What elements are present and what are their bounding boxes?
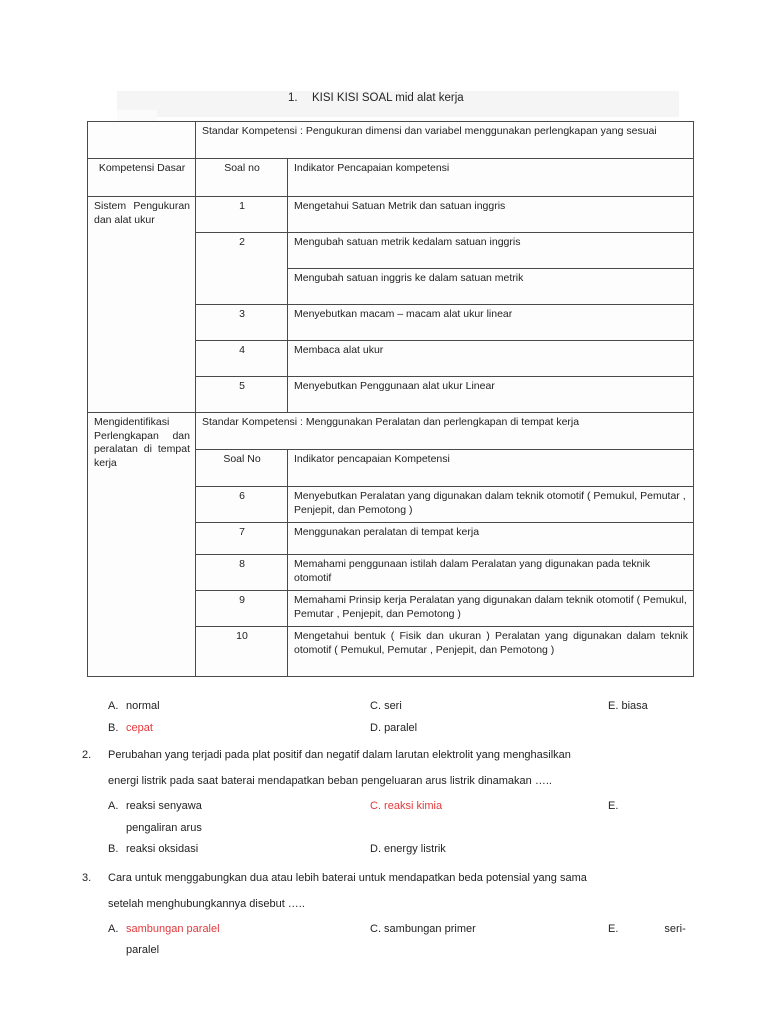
soal-no: 9	[196, 591, 288, 627]
q1-options-row-1	[78, 696, 698, 718]
q3-option-e[interactable]: E. seri-	[608, 922, 686, 935]
q3-answer-highlight: sambungan paralel	[126, 922, 220, 935]
indikator: Mengetahui Satuan Metrik dan satuan inggris	[288, 197, 694, 233]
question-3	[78, 865, 698, 917]
q2-options-row-2	[78, 839, 698, 861]
q3-option-a[interactable]: A. sambungan paralel	[108, 922, 220, 935]
soal-no: 5	[196, 377, 288, 413]
empty-corner-cell	[88, 122, 196, 159]
question-3-number: 3.	[82, 871, 92, 884]
standar-kompetensi-2: Standar Kompetensi : Menggunakan Peralatan dan perlengkapan di tempat kerja	[196, 413, 694, 450]
indikator: Menyebutkan Penggunaan alat ukur Linear	[288, 377, 694, 413]
q2-option-c[interactable]	[370, 796, 442, 818]
q3-option-a-continuation: paralel	[126, 944, 160, 956]
indikator: Mengubah satuan inggris ke dalam satuan metrik	[288, 269, 694, 305]
indikator: Menyebutkan Peralatan yang digunakan dalam teknik otomotif ( Pemukul, Pemutar , Penjepit, dan Pemotong )	[288, 487, 694, 523]
q2-option-e[interactable]: E.	[608, 800, 619, 812]
multiple-choice-section	[78, 696, 698, 962]
indikator: Menggunakan peralatan di tempat kerja	[288, 523, 694, 555]
q2-option-a[interactable]: A. reaksi senyawa	[108, 800, 202, 812]
header-indikator-2: Indikator pencapaian Kompetensi	[288, 450, 694, 487]
q2-answer-highlight: C. reaksi kimia	[370, 800, 443, 812]
indikator: Menyebutkan macam – macam alat ukur linear	[288, 305, 694, 341]
page-title	[288, 90, 464, 106]
indikator: Memahami penggunaan istilah dalam Peralatan yang digunakan pada teknik otomotif	[288, 555, 694, 591]
question-2-line-1: Perubahan yang terjadi pada plat positif dan negatif dalam larutan elektrolit yang menghasilkan	[108, 749, 571, 761]
kisi-kisi-table	[87, 121, 694, 677]
table-row	[88, 197, 694, 233]
soal-no: 4	[196, 341, 288, 377]
q3-option-c[interactable]: C. sambungan primer	[370, 922, 476, 935]
kompetensi-dasar-1: Sistem Pengukuran dan alat ukur	[88, 197, 196, 413]
q2-option-b[interactable]: B. reaksi oksidasi	[108, 843, 199, 855]
soal-no: 6	[196, 487, 288, 523]
q1-option-c[interactable]: C. seri	[370, 700, 402, 712]
q1-answer-highlight: cepat	[126, 721, 153, 734]
soal-no: 8	[196, 555, 288, 591]
indikator: Memahami Prinsip kerja Peralatan yang digunakan dalam teknik otomotif ( Pemukul, Pemutar , Penjepit, dan Pemotong )	[288, 591, 694, 627]
soal-no: 2	[196, 233, 288, 305]
q1-options-row-2	[78, 718, 698, 740]
q1-option-d[interactable]: D. paralel	[370, 721, 418, 734]
page-title-text: KISI KISI SOAL mid alat kerja	[312, 92, 464, 104]
q2-option-a-continuation: pengaliran arus	[126, 821, 202, 834]
table-row-standar-kompetensi-1	[88, 122, 694, 159]
q2-options-row-1	[78, 796, 698, 818]
indikator: Mengetahui bentuk ( Fisik dan ukuran ) Peralatan yang digunakan dalam teknik otomotif ( Pemukul, Pemutar , Penjepit, dan Pemotong )	[288, 627, 694, 677]
header-kompetensi-dasar: Kompetensi Dasar	[88, 159, 196, 197]
soal-no: 7	[196, 523, 288, 555]
q1-option-b[interactable]: B. cepat	[108, 721, 153, 734]
kompetensi-dasar-2: Mengidentifikasi Perlengkapan dan peralatan di tempat kerja	[88, 413, 196, 677]
q2-option-d[interactable]: D. energy listrik	[370, 843, 446, 855]
header-indikator-1: Indikator Pencapaian kompetensi	[288, 159, 694, 197]
header-soal-no-2: Soal No	[196, 450, 288, 487]
q1-option-e[interactable]: E. biasa	[608, 700, 648, 712]
question-3-line-1: Cara untuk menggabungkan dua atau lebih baterai untuk mendapatkan beda potensial yang sama	[108, 871, 587, 884]
question-3-line-2: setelah menghubungkannya disebut …..	[108, 897, 305, 910]
table-row-header-1	[88, 159, 694, 197]
question-2	[78, 742, 698, 794]
question-2-line-2: energi listrik pada saat baterai mendapatkan beban pengeluaran arus listrik dinamakan …..	[108, 775, 552, 787]
standar-kompetensi-1: Standar Kompetensi : Pengukuran dimensi dan variabel menggunakan perlengkapan yang sesuai	[196, 122, 694, 159]
page-title-number: 1.	[288, 92, 298, 104]
q3-options-row-1	[78, 919, 698, 941]
question-2-number: 2.	[82, 749, 92, 761]
indikator: Mengubah satuan metrik kedalam satuan inggris	[288, 233, 694, 269]
indikator: Membaca alat ukur	[288, 341, 694, 377]
q1-option-a[interactable]: A. normal	[108, 700, 160, 712]
header-soal-no-1: Soal no	[196, 159, 288, 197]
soal-no: 10	[196, 627, 288, 677]
soal-no: 1	[196, 197, 288, 233]
soal-no: 3	[196, 305, 288, 341]
table-row-standar-kompetensi-2	[88, 413, 694, 450]
